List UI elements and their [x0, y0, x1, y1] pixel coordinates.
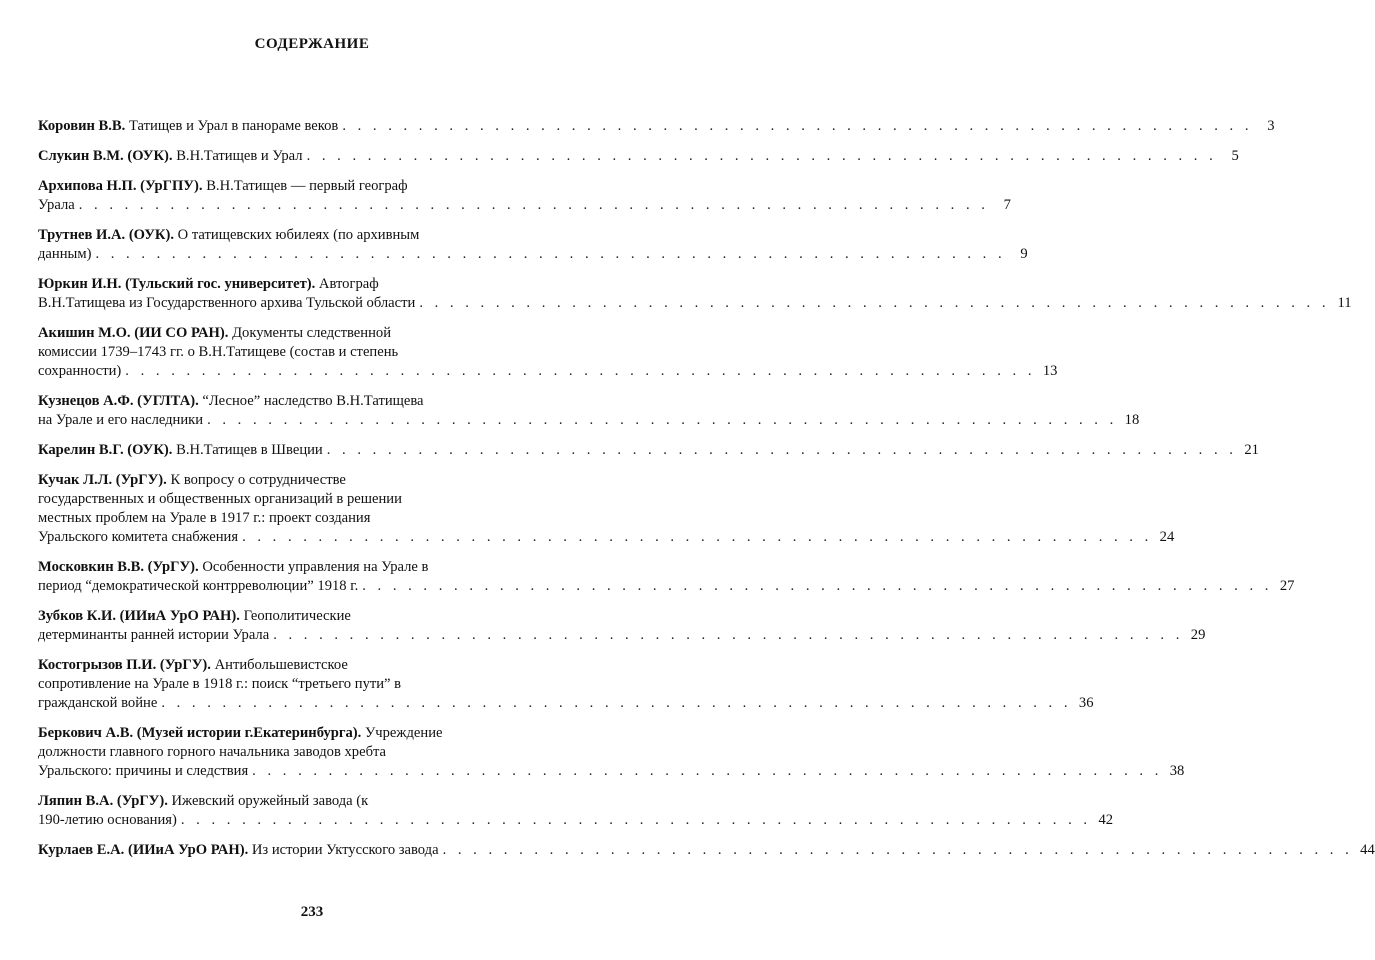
toc-entry-page: 38: [1169, 763, 1185, 779]
toc-entry-title-part: Уральского комитета снабжения: [38, 529, 239, 545]
toc-entry-page: 9: [1020, 246, 1028, 262]
toc-entry-title-part: данным): [38, 246, 92, 262]
toc-entry-page: 42: [1098, 812, 1114, 828]
toc-entry-title-end: [38, 811, 177, 830]
toc-entry-line: [38, 607, 590, 626]
toc-entry-page: 21: [1244, 442, 1259, 458]
toc-entry-title-part: Документы следственной: [232, 325, 392, 341]
toc-entry-author: Юркин И.Н. (Тульский гос. университет).: [38, 276, 316, 292]
toc-entry-page: 29: [1190, 627, 1206, 643]
toc-entry-author: Московкин В.В. (УрГУ).: [38, 559, 199, 575]
dot-leader: . . . . . . . . . . . . . . . . . . . . . . . . . . . . . . . . . . . . . . . . . . . . . . . . . . . . . . . . . . . .: [342, 118, 1253, 134]
toc-entry-title-part: период “демократической контрреволюции” 1918 г.: [38, 578, 359, 594]
toc-entry-title-end: [38, 294, 415, 313]
toc-entry-page: 27: [1279, 578, 1295, 594]
toc-entry-author: Зубков К.И. (ИИиА УрО РАН).: [38, 608, 240, 624]
toc-entry: [38, 441, 1259, 460]
toc-entry-title-part: К вопросу о сотрудничестве: [170, 472, 346, 488]
toc-entry: [38, 656, 1094, 713]
toc-entry-title-end: [38, 196, 75, 215]
toc-entry-page: 24: [1159, 529, 1175, 545]
toc-entry-page: 13: [1042, 363, 1058, 379]
toc-entry-last-line: [38, 294, 1352, 313]
toc-entry: [38, 724, 1185, 781]
toc-entry-last-line: [38, 841, 1375, 860]
toc-entry-title-part: Геополитические: [243, 608, 351, 624]
toc-entry-last-line: [38, 196, 1011, 215]
toc-entry: [38, 177, 1011, 215]
toc-entry-page: 44: [1360, 842, 1375, 858]
toc-entry-title-part: 190-летию основания): [38, 812, 177, 828]
toc-entry-page: 11: [1337, 295, 1352, 311]
toc-entry-title-part: должности главного горного начальника заводов хребта: [38, 744, 387, 760]
toc-entry-line: [38, 792, 590, 811]
toc-entry-page: 5: [1231, 148, 1239, 164]
toc-entry-last-line: [38, 626, 1206, 645]
toc-entry-page: 7: [1003, 197, 1011, 213]
toc-entry-title-end: [38, 117, 338, 136]
toc-entry-title-part: Ижевский оружейный завода (к: [171, 793, 369, 809]
toc-entry: [38, 275, 1352, 313]
dot-leader: . . . . . . . . . . . . . . . . . . . . . . . . . . . . . . . . . . . . . . . . . . . . . . . . . . . . . . . . . . . .: [207, 412, 1118, 428]
toc-entry-title-part: В.Н.Татищев и Урал: [176, 148, 303, 164]
toc-entry-author: Архипова Н.П. (УрГПУ).: [38, 178, 203, 194]
toc-entry-author: Карелин В.Г. (ОУК).: [38, 442, 173, 458]
dot-leader: . . . . . . . . . . . . . . . . . . . . . . . . . . . . . . . . . . . . . . . . . . . . . . . . . . . . . . . . . . . .: [326, 442, 1237, 458]
toc-entry: [38, 792, 1114, 830]
toc-entry-title-part: сохранности): [38, 363, 122, 379]
toc-entry-line: [38, 509, 590, 528]
dot-leader: . . . . . . . . . . . . . . . . . . . . . . . . . . . . . . . . . . . . . . . . . . . . . . . . . . . . . . . . . . . .: [306, 148, 1217, 164]
toc-entry-line: [38, 226, 590, 245]
toc-entry: [38, 226, 1028, 264]
toc-entry-line: [38, 471, 590, 490]
toc-entry-title-end: [38, 626, 269, 645]
toc-entry-last-line: [38, 577, 1295, 596]
toc-entry-page: 3: [1267, 118, 1275, 134]
dot-leader: . . . . . . . . . . . . . . . . . . . . . . . . . . . . . . . . . . . . . . . . . . . . . . . . . . . . . . . . . . . .: [273, 627, 1184, 643]
toc-entry-title-end: [38, 528, 238, 547]
toc-entry: [38, 841, 1375, 860]
toc-entry-line: [38, 275, 590, 294]
toc-entry-title-end: [38, 411, 203, 430]
toc-entry-line: [38, 743, 590, 762]
table-of-contents: [38, 117, 1375, 871]
dot-leader: . . . . . . . . . . . . . . . . . . . . . . . . . . . . . . . . . . . . . . . . . . . . . . . . . . . . . . . . . . . .: [252, 763, 1163, 779]
toc-entry-author: Ляпин В.А. (УрГУ).: [38, 793, 168, 809]
dot-leader: . . . . . . . . . . . . . . . . . . . . . . . . . . . . . . . . . . . . . . . . . . . . . . . . . . . . . . . . . . . .: [95, 246, 1006, 262]
dot-leader: . . . . . . . . . . . . . . . . . . . . . . . . . . . . . . . . . . . . . . . . . . . . . . . . . . . . . . . . . . . .: [362, 578, 1273, 594]
toc-entry-author: Кучак Л.Л. (УрГУ).: [38, 472, 167, 488]
toc-entry: [38, 324, 1058, 381]
toc-entry-last-line: [38, 528, 1175, 547]
toc-entry-last-line: [38, 147, 1239, 166]
toc-entry-title-part: детерминанты ранней истории Урала: [38, 627, 270, 643]
toc-entry-title-end: [38, 441, 323, 460]
toc-entry-title-part: Урала: [38, 197, 75, 213]
toc-entry-last-line: [38, 411, 1140, 430]
toc-entry-title-part: гражданской войне: [38, 695, 158, 711]
toc-entry-author: Трутнев И.А. (ОУК).: [38, 227, 175, 243]
toc-entry-title-part: Татищев и Урал в панораме веков: [128, 118, 339, 134]
toc-entry-title-part: В.Н.Татищев в Швеции: [176, 442, 323, 458]
dot-leader: . . . . . . . . . . . . . . . . . . . . . . . . . . . . . . . . . . . . . . . . . . . . . . . . . . . . . . . . . . . .: [78, 197, 989, 213]
toc-entry-line: [38, 343, 590, 362]
toc-entry-title-end: [38, 694, 157, 713]
toc-entry-title-part: государственных и общественных организаций в решении: [38, 491, 402, 507]
toc-entry-line: [38, 724, 590, 743]
toc-entry-title-part: Уральского: причины и следствия: [38, 763, 249, 779]
toc-entry-last-line: [38, 441, 1259, 460]
toc-entry-title-part: Автограф: [318, 276, 379, 292]
toc-entry-author: Костогрызов П.И. (УрГУ).: [38, 657, 211, 673]
toc-entry-last-line: [38, 117, 1275, 136]
toc-entry-title-part: Из истории Уктусского завода: [251, 842, 439, 858]
toc-entry-title-part: Особенности управления на Урале в: [202, 559, 429, 575]
toc-entry-author: Беркович А.В. (Музей истории г.Екатеринбурга).: [38, 725, 362, 741]
toc-entry-line: [38, 324, 590, 343]
toc-entry: [38, 392, 1140, 430]
toc-entry-page: 18: [1124, 412, 1140, 428]
toc-entry-title-end: [38, 245, 91, 264]
toc-entry-line: [38, 177, 590, 196]
toc-entry-line: [38, 656, 590, 675]
toc-entry-line: [38, 675, 590, 694]
toc-entry-last-line: [38, 811, 1114, 830]
toc-entry-line: [38, 558, 590, 577]
toc-entry-title-part: сопротивление на Урале в 1918 г.: поиск “третьего пути” в: [38, 676, 402, 692]
dot-leader: . . . . . . . . . . . . . . . . . . . . . . . . . . . . . . . . . . . . . . . . . . . . . . . . . . . . . . . . . . . .: [125, 363, 1036, 379]
toc-entry-title-part: В.Н.Татищев — первый географ: [206, 178, 408, 194]
toc-entry: [38, 147, 1239, 166]
toc-entry-title-end: [38, 147, 303, 166]
toc-entry-line: [38, 392, 590, 411]
toc-entry-title-part: Антибольшевистское: [214, 657, 348, 673]
toc-entry-title-end: [38, 841, 439, 860]
toc-entry-title-end: [38, 762, 248, 781]
toc-entry-line: [38, 490, 590, 509]
toc-entry: [38, 471, 1175, 547]
toc-entry-last-line: [38, 762, 1185, 781]
dot-leader: . . . . . . . . . . . . . . . . . . . . . . . . . . . . . . . . . . . . . . . . . . . . . . . . . . . . . . . . . . . .: [180, 812, 1092, 828]
dot-leader: . . . . . . . . . . . . . . . . . . . . . . . . . . . . . . . . . . . . . . . . . . . . . . . . . . . . . . . . . . . .: [419, 295, 1330, 311]
toc-entry-author: Коровин В.В.: [38, 118, 126, 134]
toc-entry-title-part: В.Н.Татищева из Государственного архива Тульской области: [38, 295, 416, 311]
toc-entry: [38, 558, 1295, 596]
dot-leader: . . . . . . . . . . . . . . . . . . . . . . . . . . . . . . . . . . . . . . . . . . . . . . . . . . . . . . . . . . . .: [442, 842, 1353, 858]
toc-entry-title-part: комиссии 1739–1743 гг. о В.Н.Татищеве (состав и степень: [38, 344, 399, 360]
dot-leader: . . . . . . . . . . . . . . . . . . . . . . . . . . . . . . . . . . . . . . . . . . . . . . . . . . . . . . . . . . . .: [161, 695, 1072, 711]
toc-entry-title-part: на Урале и его наследники: [38, 412, 204, 428]
toc-entry-author: Акишин М.О. (ИИ СО РАН).: [38, 325, 229, 341]
toc-entry: [38, 607, 1206, 645]
dot-leader: . . . . . . . . . . . . . . . . . . . . . . . . . . . . . . . . . . . . . . . . . . . . . . . . . . . . . . . . . . . .: [242, 529, 1153, 545]
toc-entry-title-end: [38, 362, 121, 381]
toc-entry-title-part: “Лесное” наследство В.Н.Татищева: [202, 393, 424, 409]
toc-entry-page: 36: [1078, 695, 1094, 711]
toc-entry-author: Кузнецов А.Ф. (УГЛТА).: [38, 393, 199, 409]
toc-entry-title-part: Учреждение: [364, 725, 443, 741]
page-title: СОДЕРЖАНИЕ: [254, 36, 370, 52]
toc-entry-last-line: [38, 694, 1094, 713]
toc-entry-last-line: [38, 362, 1058, 381]
toc-entry-title-part: местных проблем на Урале в 1917 г.: проект создания: [38, 510, 371, 526]
toc-entry: [38, 117, 1275, 136]
toc-entry-title-end: [38, 577, 358, 596]
toc-entry-title-part: О татищевских юбилеях (по архивным: [177, 227, 420, 243]
toc-entry-author: Курлаев Е.А. (ИИиА УрО РАН).: [38, 842, 249, 858]
toc-entry-last-line: [38, 245, 1028, 264]
page-number: 233: [300, 904, 324, 920]
toc-entry-author: Слукин В.М. (ОУК).: [38, 148, 173, 164]
